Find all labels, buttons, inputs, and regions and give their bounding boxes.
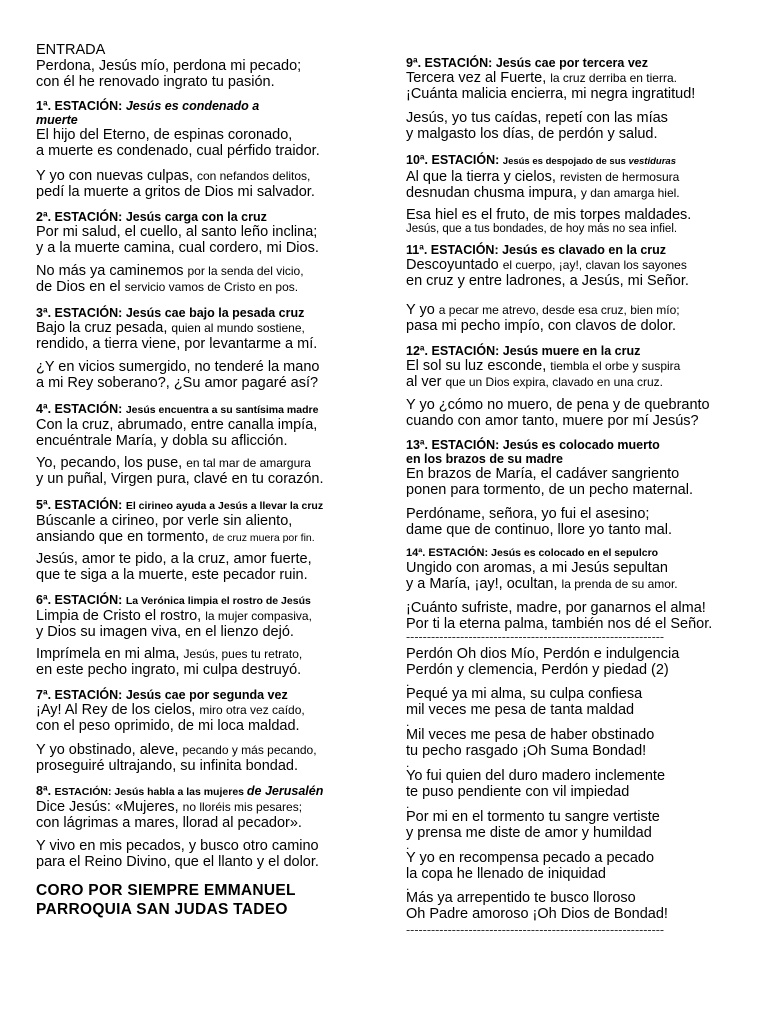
verse-line: Jesús, que a tus bondades, de hoy más no sea infiel. — [406, 223, 678, 235]
station-heading: 8ª. ESTACIÓN: Jesús habla a las mujeres de Jerusalén — [36, 784, 324, 798]
perdon-stanza-4 — [406, 809, 660, 852]
verse-line: de Dios en el servicio vamos de Cristo en pos. — [36, 279, 299, 295]
station-13 — [406, 438, 693, 498]
verse-line: Por mi en el tormento tu sangre vertiste — [406, 809, 660, 825]
station-4-response — [36, 455, 324, 487]
station-heading: 5ª. ESTACIÓN: El cirineo ayuda a Jesús a llevar la cruz — [36, 498, 324, 512]
stanza-dot: . — [406, 675, 410, 689]
verse-line: Y yo a pecar me atrevo, desde esa cruz, bien mío; — [406, 302, 680, 318]
verse-line: Dice Jesús: «Mujeres, no lloréis mis pesares; — [36, 799, 303, 815]
verse-line: ¡Cuánto sufriste, madre, por ganarnos el alma! — [406, 600, 706, 616]
station-heading: 9ª. ESTACIÓN: Jesús cae por tercera vez — [406, 56, 648, 70]
verse-line: Con la cruz, abrumado, entre canalla impía, — [36, 417, 318, 433]
verse-line: y Dios su imagen viva, en el lienzo dejó. — [36, 624, 294, 640]
verse-line: tu pecho rasgado ¡Oh Suma Bondad! — [406, 743, 647, 759]
verse-line: la copa he llenado de iniquidad — [406, 866, 606, 882]
perdon-stanza-2 — [406, 727, 655, 770]
station-12 — [406, 344, 680, 390]
station-5 — [36, 498, 323, 546]
stanza-dot: . — [406, 797, 410, 811]
station-heading: 1ª. ESTACIÓN: Jesús es condenado a — [36, 99, 260, 113]
verse-line: Pequé ya mi alma, su culpa confiesa — [406, 686, 643, 702]
verse-line: encuéntrale María, y dobla su aflicción. — [36, 433, 288, 449]
verse-line: Ungido con aromas, a mi Jesús sepultan — [406, 560, 668, 576]
verse-line: Y yo ¿cómo no muero, de pena y de quebranto — [406, 397, 710, 413]
station-2 — [36, 210, 319, 256]
verse-line: rendido, a tierra viene, por levantarme a mí. — [36, 336, 318, 352]
station-heading: 2ª. ESTACIÓN: Jesús carga con la cruz — [36, 210, 267, 224]
stanza-dot: . — [406, 879, 410, 893]
separator-line: -------------------------------------------------------------- — [406, 630, 665, 644]
verse-line: al ver que un Dios expira, clavado en una cruz. — [406, 374, 663, 390]
station-heading: 14ª. ESTACIÓN: Jesús es colocado en el sepulcro — [406, 547, 659, 559]
station-11-response — [406, 302, 680, 334]
entrada-title: ENTRADA — [36, 42, 106, 58]
station-10 — [406, 153, 680, 201]
verse-line: desnudan chusma impura, y dan amarga hiel. — [406, 185, 680, 201]
verse-line: Y vivo en mis pecados, y busco otro camino — [36, 838, 319, 854]
verse-line: y a María, ¡ay!, ocultan, la prenda de su amor. — [406, 576, 678, 592]
verse-line: ¿Y en vicios sumergido, no tenderé la mano — [36, 359, 320, 375]
choir-credit — [36, 881, 296, 919]
verse-line: que te siga a la muerte, este pecador ruin. — [36, 567, 308, 583]
station-4 — [36, 402, 318, 449]
verse-line: a mi Rey soberano?, ¿Su amor pagaré así? — [36, 375, 319, 391]
station-2-response — [36, 263, 304, 295]
verse-line: Perdóname, señora, yo fui el asesino; — [406, 506, 650, 522]
verse-line: Al que la tierra y cielos, revisten de hermosura — [406, 169, 680, 185]
verse-line: te puso pendiente con vil impiedad — [406, 784, 630, 800]
station-heading: 12ª. ESTACIÓN: Jesús muere en la cruz — [406, 344, 641, 358]
verse-line: Por mi salud, el cuello, al santo leño inclina; — [36, 224, 318, 240]
station-11 — [406, 243, 689, 289]
verse-line: Y yo con nuevas culpas, con nefandos delitos, — [36, 168, 311, 184]
station-13-response — [406, 506, 672, 538]
verse-line: Perdona, Jesús mío, perdona mi pecado; — [36, 58, 302, 74]
station-3 — [36, 306, 317, 352]
verse-line: Más ya arrepentido te busco lloroso — [406, 890, 636, 906]
station-7 — [36, 688, 305, 734]
station-14 — [406, 545, 678, 592]
verse-line: cuando con amor tanto, muere por mí Jesús? — [406, 413, 699, 429]
verse-line: El sol su luz esconde, tiembla el orbe y suspira — [406, 358, 681, 374]
station-heading: 7ª. ESTACIÓN: Jesús cae por segunda vez — [36, 688, 288, 702]
station-heading: 11ª. ESTACIÓN: Jesús es clavado en la cruz — [406, 243, 667, 257]
verse-line: El hijo del Eterno, de espinas coronado, — [36, 127, 293, 143]
station-9 — [406, 56, 695, 102]
verse-line: En brazos de María, el cadáver sangriento — [406, 466, 680, 482]
station-heading: 3ª. ESTACIÓN: Jesús cae bajo la pesada cruz — [36, 306, 305, 320]
verse-line: Tercera vez al Fuerte, la cruz derriba en tierra. — [406, 70, 677, 86]
verse-line: y un puñal, Virgen pura, clavé en tu corazón. — [36, 471, 324, 487]
verse-line: Perdón y clemencia, Perdón y piedad (2) — [406, 662, 669, 678]
verse-line: y prensa me diste de amor y humildad — [406, 825, 652, 841]
station-heading: 4ª. ESTACIÓN: Jesús encuentra a su santísima madre — [36, 402, 319, 416]
verse-line: Jesús, amor te pido, a la cruz, amor fuerte, — [36, 551, 312, 567]
verse-line: y malgasto los días, de perdón y salud. — [406, 126, 658, 142]
station-7-response — [36, 742, 317, 774]
verse-line: Imprímela en mi alma, Jesús, pues tu retrato, — [36, 646, 303, 662]
verse-line: ¡Ay! Al Rey de los cielos, miro otra vez caído, — [36, 702, 305, 718]
station-9-response — [406, 110, 668, 142]
station-heading-cont: en los brazos de su madre — [406, 452, 563, 466]
verse-line: dame que de continuo, llore yo tanto mal. — [406, 522, 672, 538]
station-3-response — [36, 359, 319, 391]
station-6-response — [36, 646, 302, 678]
verse-line: Esa hiel es el fruto, de mis torpes maldades. — [406, 207, 692, 223]
verse-line: con el peso oprimido, de mi loca maldad. — [36, 718, 300, 734]
perdon-chorus — [406, 646, 680, 689]
verse-line: Perdón Oh dios Mío, Perdón e indulgencia — [406, 646, 680, 662]
station-5-response — [36, 551, 312, 583]
perdon-stanza-3 — [406, 768, 666, 811]
verse-line: Yo fui quien del duro madero inclemente — [406, 768, 666, 784]
stanza-dot: . — [406, 756, 410, 770]
parish-name: PARROQUIA SAN JUDAS TADEO — [36, 901, 288, 918]
verse-line: Yo, pecando, los puse, en tal mar de amargura — [36, 455, 311, 471]
verse-line: con lágrimas a mares, llorad al pecador». — [36, 815, 302, 831]
perdon-stanza-6 — [406, 890, 668, 922]
separator-line: -------------------------------------------------------------- — [406, 923, 665, 937]
verse-line: en este pecho ingrato, mi culpa destruyó. — [36, 662, 302, 678]
station-heading: 13ª. ESTACIÓN: Jesús es colocado muerto — [406, 438, 660, 452]
verse-line: con él he renovado ingrato tu pasión. — [36, 74, 275, 90]
verse-line: en cruz y entre ladrones, a Jesús, mi Señor. — [406, 273, 689, 289]
verse-line: Mil veces me pesa de haber obstinado — [406, 727, 655, 743]
verse-line: Oh Padre amoroso ¡Oh Dios de Bondad! — [406, 906, 668, 922]
station-8 — [36, 784, 323, 831]
verse-line: Y yo en recompensa pecado a pecado — [406, 850, 655, 866]
verse-line: mil veces me pesa de tanta maldad — [406, 702, 635, 718]
verse-line: No más ya caminemos por la senda del vicio, — [36, 263, 304, 279]
verse-line: Por ti la eterna palma, también nos dé el Señor. — [406, 616, 713, 632]
verse-line: Descoyuntado el cuerpo, ¡ay!, clavan los sayones — [406, 257, 687, 273]
verse-line: y a la muerte camina, cual cordero, mi Dios. — [36, 240, 319, 256]
verse-line: Limpia de Cristo el rostro, la mujer compasiva, — [36, 608, 312, 624]
station-12-response — [406, 397, 710, 429]
verse-line: pedí la muerte a gritos de Dios mi salvador. — [36, 184, 315, 200]
verse-line: pasa mi pecho impío, con clavos de dolor. — [406, 318, 677, 334]
station-6 — [36, 593, 312, 640]
perdon-stanza-1 — [406, 686, 643, 729]
station-heading: 10ª. ESTACIÓN: Jesús es despojado de sus vestiduras — [406, 153, 676, 167]
perdon-stanza-5 — [406, 850, 655, 893]
verse-line: proseguiré ultrajando, su infinita bondad. — [36, 758, 298, 774]
stanza-dot: . — [406, 838, 410, 852]
verse-line: a muerte es condenado, cual pérfido traidor. — [36, 143, 320, 159]
verse-line: Búscanle a cirineo, por verle sin aliento, — [36, 513, 293, 529]
verse-line: Bajo la cruz pesada, quien al mundo sostiene, — [36, 320, 305, 336]
verse-line: ¡Cuánta malicia encierra, mi negra ingratitud! — [406, 86, 696, 102]
station-heading: 6ª. ESTACIÓN: La Verónica limpia el rostro de Jesús — [36, 593, 311, 607]
verse-line: ansiando que en tormento, de cruz muera por fin. — [36, 529, 315, 545]
verse-line: para el Reino Divino, que el llanto y el dolor. — [36, 854, 319, 870]
station-10-response — [406, 207, 691, 236]
station-heading-cont: muerte — [36, 113, 78, 127]
verse-line: ponen para tormento, de un pecho maternal. — [406, 482, 693, 498]
station-1 — [36, 99, 320, 159]
station-1-response — [36, 168, 315, 200]
entrada-section — [36, 42, 301, 90]
verse-line: Y yo obstinado, aleve, pecando y más pecando, — [36, 742, 317, 758]
stanza-dot: . — [406, 715, 410, 729]
station-8-response — [36, 838, 319, 870]
verse-line: Jesús, yo tus caídas, repetí con las mías — [406, 110, 668, 126]
station-14-response — [406, 600, 712, 632]
choir-name: CORO POR SIEMPRE EMMANUEL — [36, 882, 296, 899]
